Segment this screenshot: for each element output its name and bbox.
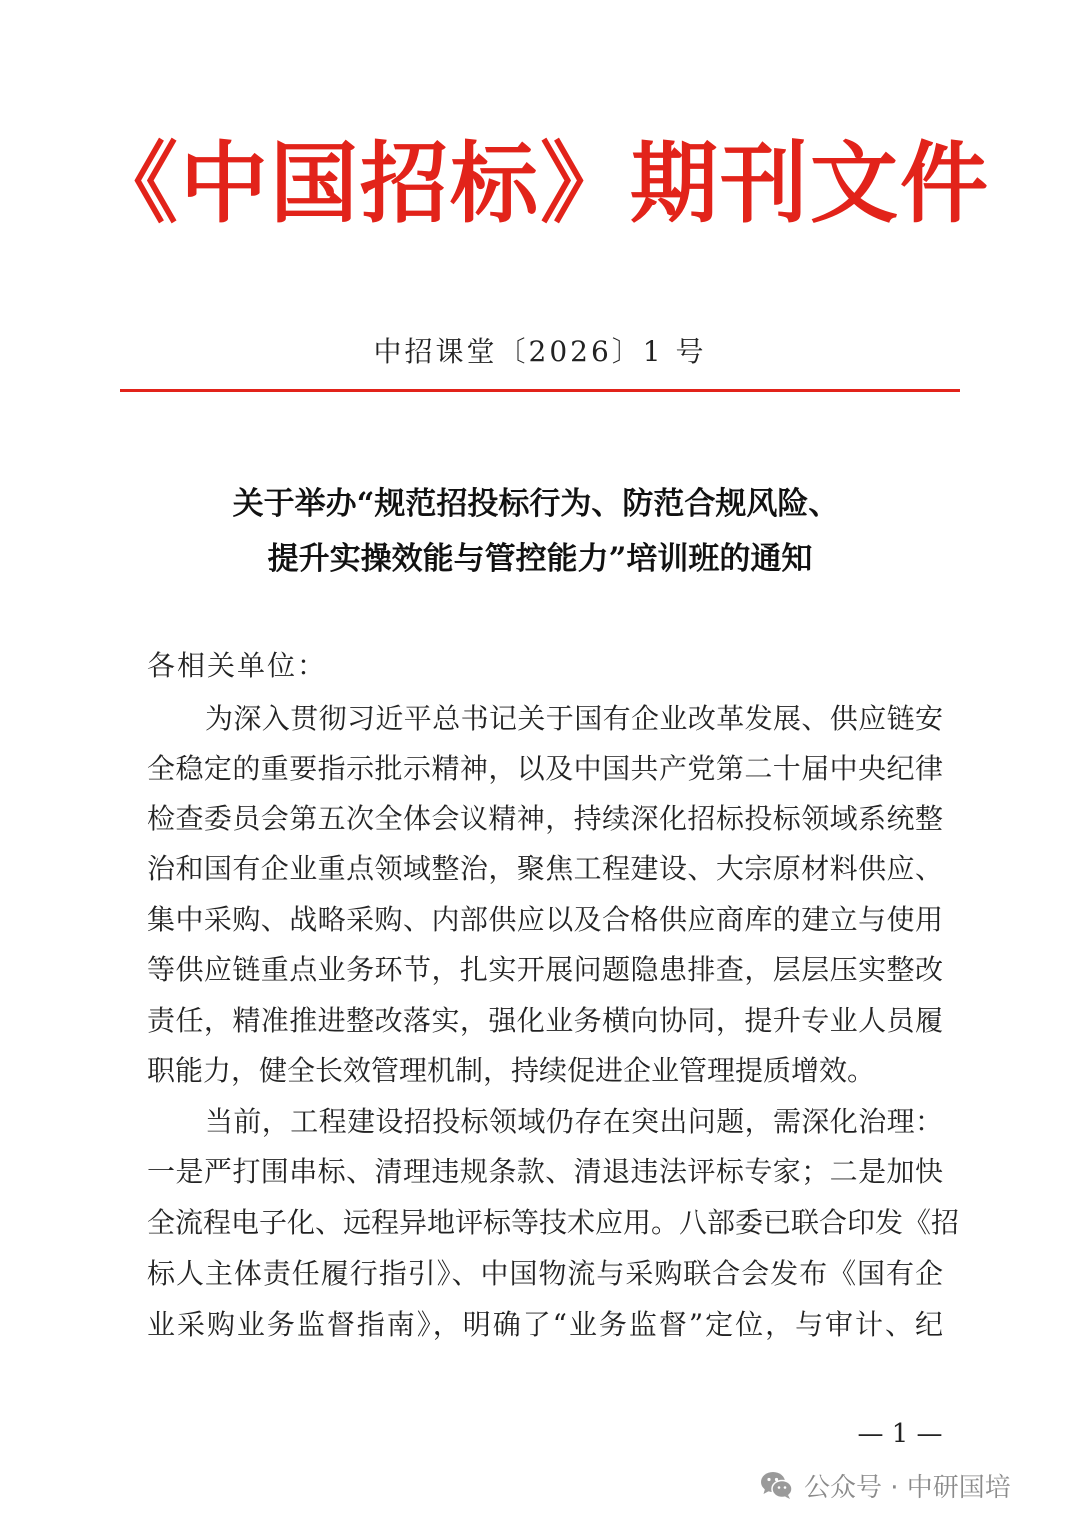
paragraph-1-line: 集中采购、战略采购、内部供应以及合格供应商库的建立与使用: [147, 903, 943, 936]
wechat-watermark: [760, 1465, 1011, 1505]
paragraph-1-line: 全稳定的重要指示批示精神，以及中国共产党第二十届中央纪律: [147, 752, 943, 785]
notice-title-line-1: 关于举办“规范招投标行为、防范合规风险、: [232, 486, 840, 522]
salutation: 各相关单位：: [147, 649, 328, 682]
paragraph-2-line: 全流程电子化、远程异地评标等技术应用。八部委已联合印发《招: [147, 1206, 960, 1239]
paragraph-1-line: 治和国有企业重点领域整治，聚焦工程建设、大宗原材料供应、: [147, 852, 943, 885]
watermark-text: 公众号 · 中研国培: [804, 1472, 1011, 1503]
wechat-icon: [760, 1470, 794, 1500]
paragraph-1-line: 为深入贯彻习近平总书记关于国有企业改革发展、供应链安: [205, 702, 943, 735]
notice-title-line-2: 提升实操效能与管控能力”培训班的通知: [267, 541, 813, 577]
paragraph-1-line: 责任，精准推进整改落实，强化业务横向协同，提升专业人员履: [147, 1004, 943, 1037]
masthead-title: 《中国招标》期刊文件: [89, 131, 990, 235]
document-number: 中招课堂〔2026〕1 号: [373, 335, 707, 368]
paragraph-2-line: 一是严打围串标、清理违规条款、清退违法评标专家；二是加快: [147, 1155, 943, 1188]
paragraph-1-line: 职能力，健全长效管理机制，持续促进企业管理提质增效。: [147, 1054, 876, 1087]
page-number: — 1 —: [857, 1419, 943, 1449]
paragraph-2-line: 业采购业务监督指南》，明确了“业务监督”定位，与审计、纪: [147, 1308, 943, 1341]
paragraph-2-line: 标人主体责任履行指引》、中国物流与采购联合会发布《国有企: [147, 1257, 943, 1290]
red-divider-line: [120, 389, 960, 392]
paragraph-1-line: 检查委员会第五次全体会议精神，持续深化招标投标领域系统整: [147, 802, 943, 835]
paragraph-2-line: 当前，工程建设招投标领域仍存在突出问题，需深化治理：: [205, 1105, 943, 1138]
paragraph-1-line: 等供应链重点业务环节，扎实开展问题隐患排查，层层压实整改: [147, 953, 943, 986]
